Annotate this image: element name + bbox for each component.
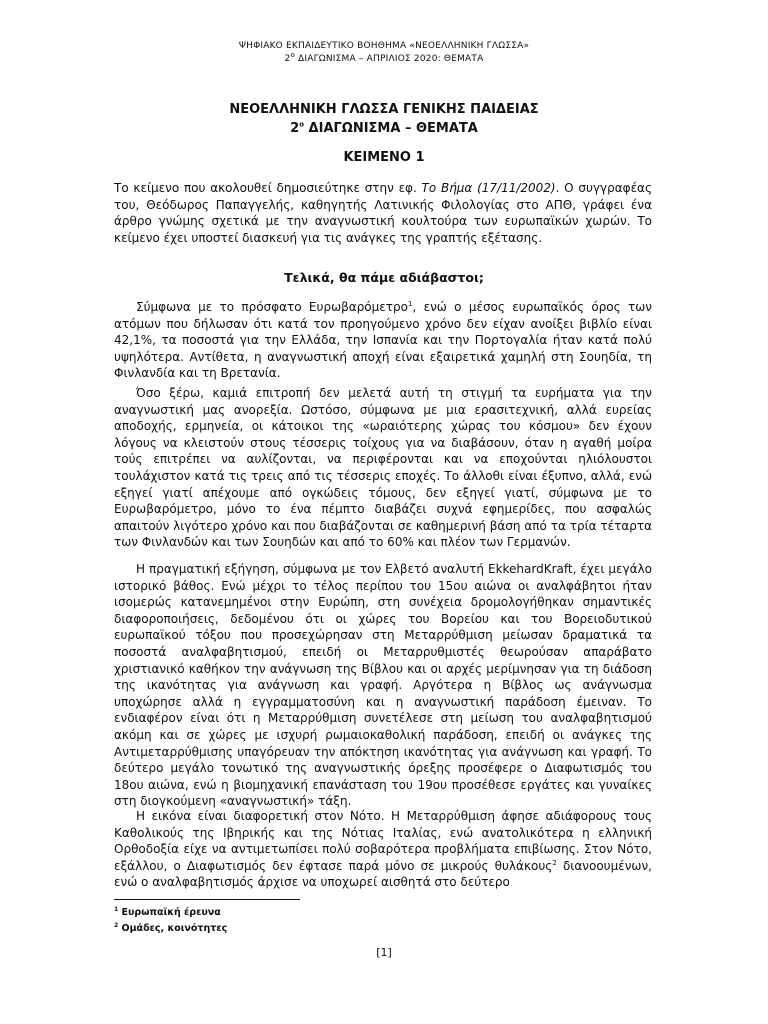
- title-ordinal: ο: [299, 120, 305, 129]
- title-line-1: ΝΕΟΕΛΛΗΝΙΚΗ ΓΛΩΣΣΑ ΓΕΝΙΚΗΣ ΠΑΙΔΕΙΑΣ: [229, 102, 539, 117]
- intro-source: Το Βήμα (17/11/2002): [421, 181, 556, 195]
- header-line-1: ΨΗΦΙΑΚΟ ΕΚΠΑΙΔΕΥΤΙΚΟ ΒΟΗΘΗΜΑ «ΝΕΟΕΛΛΗΝΙΚΗ ΓΛΩΣΣΑ»: [238, 41, 530, 51]
- title-rest: ΔΙΑΓΩΝΙΣΜΑ – ΘΕΜΑΤΑ: [304, 121, 478, 136]
- paragraph-4-text-b: διανοουμένων, ενώ ο αναλφαβητισμός άρχισε να υποχωρεί αισθητά στο δεύτερο: [114, 858, 652, 890]
- intro-text-2: . Ο συγγραφέας του, Θεόδωρος Παπαγγελής, καθηγητής Λατινικής Φιλολογίας στο ΑΠΘ, γράφει ένα άρθρο γνώμης σχετικά με την αναγνωστική κουλτούρα των ευρωπαϊκών χωρών. Το κείμενο έχει υποστεί διασκευή για τις ανάγκες της γραπτής εξέτασης.: [114, 181, 653, 245]
- footnote-ref-1: 1: [407, 300, 413, 308]
- paragraph-4-text-a: Η εικόνα είναι διαφορετική στον Νότο. Η Μεταρρύθμιση άφησε αδιάφορους τους Καθολικούς της Ιβηρικής και της Νότιας Ιταλίας, ενώ ανατολικότερα η ελληνική Ορθοδοξία είχε να αντιμετωπίσει πολύ σοβαρότερα προβλήματα επιβίωσης. Στον Νότο, εξάλλου, ο Διαφωτισμός δεν έφτασε παρά μόνο σε μικρούς θυλάκους: [114, 809, 652, 873]
- header-line-2: [0, 53, 768, 66]
- article-paragraph-2: Όσο ξέρω, καμιά επιτροπή δεν μελετά αυτή τη στιγμή τα ευρήματα για την αναγνωστική μας ανορεξία. Ωστόσο, σύμφωνα με μια ερασιτεχνική, αλλά ευρείας αποδοχής, ερμηνεία, οι κάτοικοι της «ωραιότερης χώρας του κόσμου» δεν έχουν λόγους να κλειστούν στους τέσσερις τοίχους για να διαβάσουν, όταν η αγαθή μοίρα τούς επιτρέπει να αυλίζονται, να περιφέρονται και να εποχούνται ηλιόλουστοι τουλάχιστον κατά τις τρεις από τις τέσσερις εποχές. Το άλλοθι είναι έξυπνο, αλλά, ενώ εξηγεί γιατί απέχουμε από ογκώδεις τόμους, δεν εξηγεί γιατί, σύμφωνα με το Ευρωβαρόμετρο, μόνο το ένα πέμπτο διαβάζει συχνά εφημερίδες, που ασφαλώς απαιτούν λιγότερο χρόνο και που διαβάζονται σε καθημερινή βάση από τα τρία τέταρτα των Φινλανδών και των Σουηδών και από το 60% και πλέον των Γερμανών.: [114, 386, 652, 550]
- article-paragraph-4: [114, 808, 652, 891]
- document-header: [0, 40, 768, 66]
- article-paragraph-1: [114, 299, 652, 382]
- footnote-1: [114, 907, 221, 918]
- header-number: 2: [284, 54, 291, 64]
- footnote-1-number: 1: [114, 905, 119, 913]
- footnote-2-text: Ομάδες, κοινότητες: [118, 923, 228, 934]
- article-paragraph-3: Η πραγματική εξήγηση, σύμφωνα με τον Ελβετό αναλυτή EkkehardKraft, έχει μεγάλο ιστορικό βάθος. Ενώ μέχρι το τέλος περίπου του 15ου αιώνα οι αναλφάβητοι ήταν ισομερώς κατανεμημένοι στην Ευρώπη, στη συνέχεια δρομολογήθηκαν σημαντικές διαφοροποιήσεις, δεδομένου ότι οι χώρες του Βορείου και του Βορειοδυτικού ευρωπαϊκού τόξου που προσεχώρησαν στη Μεταρρύθμιση μείωσαν δραματικά τα ποσοστά αναλφαβητισμού, επειδή οι Μεταρρυθμιστές θεωρούσαν απαράβατο χριστιανικό καθήκον την ανάγνωση της Βίβλου και οι αρχές μερίμνησαν για τη διάδοση της ικανότητας για ανάγνωση και γραφή. Αργότερα η Βίβλος ως ανάγνωσμα υποχώρησε αλλά η εγγραμματοσύνη και η αναγνωστική παράδοση έμειναν. Το ενδιαφέρον είναι ότι η Μεταρρύθμιση συνετέλεσε στη μείωση του αναλφαβητισμού ακόμη και σε χώρες με ισχυρή ρωμαιοκαθολική παράδοση, επειδή οι ανάγκες της Αντιμεταρρύθμισης υπαγόρευαν την απόκτηση ικανότητας για ανάγνωση και γραφή. Το δεύτερο μεγάλο τονωτικό της αναγνωστικής όρεξης προσέφερε ο Διαφωτισμός του 18ου αιώνα, ενώ η βιομηχανική επανάσταση του 19ου προσέθεσε εργάτες και γυναίκες στη διογκούμενη «αναγνωστική» τάξη.: [114, 562, 652, 809]
- article-title: Τελικά, θα πάμε αδιάβαστοι;: [284, 270, 484, 285]
- footnote-2-number: 2: [114, 921, 119, 929]
- footnote-1-text: Ευρωπαϊκή έρευνα: [118, 907, 221, 918]
- footnote-separator: [114, 899, 300, 900]
- footnote-2: [114, 923, 227, 934]
- intro-paragraph: [114, 180, 652, 246]
- paragraph-1-text-a: Σύμφωνα με το πρόσφατο Ευρωβαρόμετρο: [136, 300, 408, 314]
- title-line-2: [0, 119, 768, 138]
- title-number: 2: [290, 121, 300, 136]
- document-title: [0, 100, 768, 138]
- header-ordinal: ο: [290, 51, 295, 59]
- paragraph-1-text-b: , ενώ ο μέσος ευρωπαϊκός όρος των ατόμων που δήλωσαν ότι κατά τον προηγούμενο χρόνο δεν είχαν ανοίξει βιβλίο είναι 42,1%, τα ποσοστά για την Ελλάδα, την Ισπανία και την Πορτογαλία ήταν κατά πολύ υψηλότερα. Αντίθετα, η αναγνωστική αποχή είναι εξαιρετικά χαμηλή στη Σουηδία, τη Φινλανδία και τη Βρετανία.: [114, 300, 653, 381]
- page-number: [1]: [376, 946, 392, 959]
- section-heading: ΚΕΙΜΕΝΟ 1: [343, 150, 425, 165]
- intro-text-1: Το κείμενο που ακολουθεί δημοσιεύτηκε στην εφ.: [114, 181, 422, 195]
- footnote-ref-2: 2: [552, 858, 557, 867]
- header-rest: ΔΙΑΓΩΝΙΣΜΑ – ΑΠΡΙΛΙΟΣ 2020: ΘΕΜΑΤΑ: [294, 54, 484, 64]
